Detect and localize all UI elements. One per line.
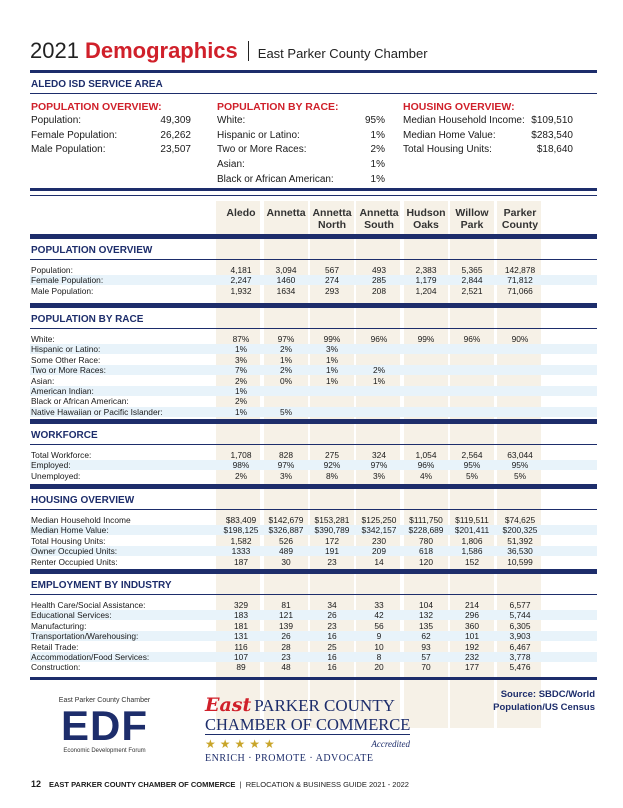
table-cell: 1,586 xyxy=(461,546,483,557)
table-cell: 81 xyxy=(281,600,291,610)
table-cell: 70 xyxy=(421,662,431,673)
section-title: POPULATION BY RACE xyxy=(31,314,144,325)
table-cell: 142,878 xyxy=(504,265,536,275)
table-row xyxy=(30,355,597,365)
table-cell: 293 xyxy=(325,285,339,296)
row-label: White: xyxy=(31,334,55,344)
section-divider xyxy=(30,509,597,510)
overview-row: White: 95% xyxy=(217,115,385,126)
table-cell: 1,806 xyxy=(461,535,483,546)
table-row xyxy=(30,525,597,535)
row-label: Male Population: xyxy=(31,285,94,296)
table-cell: $111,750 xyxy=(409,515,443,525)
housing-overview-block xyxy=(403,101,573,158)
overview-row: Median Home Value: $283,540 xyxy=(403,129,573,141)
overview-row: Female Population: 26,262 xyxy=(31,129,191,141)
column-header xyxy=(306,207,358,231)
section-title: EMPLOYMENT BY INDUSTRY xyxy=(31,580,172,591)
table-cell: 1,582 xyxy=(230,535,252,546)
source-note: Source: SBDC/World Population/US Census xyxy=(493,689,595,713)
table-cell: 10 xyxy=(374,641,384,652)
table-row xyxy=(30,515,597,525)
table-cell: 3,094 xyxy=(275,265,297,275)
table-cell: 181 xyxy=(234,620,248,631)
table-cell: 10,599 xyxy=(507,556,533,567)
row-label: Manufacturing: xyxy=(31,620,87,631)
table-cell: 95% xyxy=(511,460,529,471)
table-cell: 8 xyxy=(376,652,382,662)
section-divider xyxy=(30,594,597,595)
table-cell: 5% xyxy=(465,470,479,481)
title-org: East Parker County Chamber xyxy=(257,46,428,61)
table-cell: $153,281 xyxy=(314,515,350,525)
table-row xyxy=(30,600,597,610)
table-cell: 526 xyxy=(279,535,293,546)
table-cell: 230 xyxy=(372,535,386,546)
table-row xyxy=(30,396,597,406)
table-row xyxy=(30,631,597,641)
table-cell: 232 xyxy=(465,652,479,662)
table-cell: 489 xyxy=(279,546,293,557)
table-cell: 107 xyxy=(234,652,248,662)
table-cell: 329 xyxy=(234,600,248,610)
table-row xyxy=(30,536,597,546)
page-title xyxy=(30,38,428,64)
table-cell: 208 xyxy=(372,285,386,296)
table-cell: 90% xyxy=(511,334,529,344)
table-cell: 192 xyxy=(465,641,479,652)
table-cell: 3% xyxy=(234,354,248,365)
table-cell: 4% xyxy=(419,470,433,481)
overview-row: Male Population: 23,507 xyxy=(31,144,191,156)
row-label: Some Other Race: xyxy=(31,354,101,365)
table-cell: 1634 xyxy=(276,285,296,296)
table-cell: 360 xyxy=(465,620,479,631)
table-cell: $201,411 xyxy=(454,525,490,536)
housing-overview-heading: HOUSING OVERVIEW: xyxy=(403,101,515,113)
table-cell: 120 xyxy=(419,556,433,567)
column-header-line: Annetta xyxy=(266,207,306,219)
table-row xyxy=(30,652,597,662)
section-divider xyxy=(30,259,597,260)
row-label: Female Population: xyxy=(31,275,104,286)
table-cell: $125,250 xyxy=(361,515,397,525)
table-row xyxy=(30,344,597,354)
table-cell: 2% xyxy=(234,470,248,481)
row-label: Hispanic or Latino: xyxy=(31,344,101,355)
table-cell: 51,392 xyxy=(507,535,533,546)
table-cell: 172 xyxy=(325,535,339,546)
table-end-rule xyxy=(30,677,597,680)
table-cell: 36,530 xyxy=(507,546,533,557)
table-row xyxy=(30,334,597,344)
table-cell: 1333 xyxy=(231,546,251,557)
table-cell: 493 xyxy=(372,265,386,275)
table-row xyxy=(30,365,597,375)
section-rule xyxy=(30,303,597,308)
table-cell: 95% xyxy=(463,460,481,471)
table-cell: 23 xyxy=(327,556,337,567)
table-cell: $198,125 xyxy=(223,525,259,536)
row-label: Transportation/Warehousing: xyxy=(31,631,139,642)
table-row xyxy=(30,610,597,620)
table-cell: 16 xyxy=(327,662,337,673)
table-row xyxy=(30,546,597,556)
table-cell: 183 xyxy=(234,610,248,621)
table-cell: 2% xyxy=(234,375,248,386)
service-area-heading: ALEDO ISD SERVICE AREA xyxy=(31,79,163,90)
table-cell: 121 xyxy=(279,610,293,621)
table-cell: 2% xyxy=(372,365,386,376)
table-cell: 0% xyxy=(279,375,293,386)
section-rule xyxy=(30,569,597,574)
table-cell: 116 xyxy=(234,641,248,652)
table-cell: 101 xyxy=(465,631,479,642)
table-cell: 96% xyxy=(417,460,435,471)
column-header-line: Aledo xyxy=(226,207,256,219)
table-cell: 96% xyxy=(370,334,388,344)
table-cell: 23 xyxy=(327,620,337,631)
table-cell: $83,409 xyxy=(225,515,257,525)
table-cell: 3,778 xyxy=(509,652,531,662)
table-cell: 97% xyxy=(277,334,295,344)
table-cell: 16 xyxy=(327,652,337,662)
row-label: Median Home Value: xyxy=(31,525,109,536)
table-cell: 324 xyxy=(372,450,386,460)
table-row xyxy=(30,265,597,275)
table-cell: 30 xyxy=(281,556,291,567)
table-cell: 274 xyxy=(325,275,339,286)
table-cell: 3% xyxy=(279,470,293,481)
section-divider xyxy=(30,328,597,329)
column-header xyxy=(446,207,498,231)
table-cell: 3% xyxy=(325,344,339,355)
column-header xyxy=(353,207,405,231)
table-cell: 6,305 xyxy=(509,620,531,631)
table-cell: 3,903 xyxy=(509,631,531,642)
table-cell: 209 xyxy=(372,546,386,557)
table-cell: 1460 xyxy=(276,275,296,286)
row-label: Construction: xyxy=(31,662,81,673)
race-overview-block xyxy=(217,101,385,187)
table-cell: 23 xyxy=(281,652,291,662)
row-label: Health Care/Social Assistance: xyxy=(31,600,146,610)
table-cell: 187 xyxy=(234,556,248,567)
page-footer: 12 EAST PARKER COUNTY CHAMBER OF COMMERCE | RELOCATION & BUSINESS GUIDE 2021 - 2022 xyxy=(31,779,409,789)
table-cell: 1,708 xyxy=(230,450,252,460)
section-divider xyxy=(30,444,597,445)
table-row xyxy=(30,471,597,481)
table-cell: $228,689 xyxy=(408,525,444,536)
table-cell: 177 xyxy=(465,662,479,673)
section-title: HOUSING OVERVIEW xyxy=(31,495,135,506)
table-cell: 97% xyxy=(370,460,388,471)
footer-guide: RELOCATION & BUSINESS GUIDE 2021 - 2022 xyxy=(245,780,409,789)
table-cell: 152 xyxy=(465,556,479,567)
race-overview-heading: POPULATION BY RACE: xyxy=(217,101,339,113)
table-cell: 87% xyxy=(232,334,250,344)
row-label: Renter Occupied Units: xyxy=(31,556,118,567)
row-label: Population: xyxy=(31,265,73,275)
table-row xyxy=(30,376,597,386)
table-cell: 6,467 xyxy=(509,641,531,652)
title-year: 2021 xyxy=(30,38,79,63)
chamber-logo: East PARKER COUNTY CHAMBER OF COMMERCE ★★★★★ Accredited ENRICH · PROMOTE · ADVOCATE xyxy=(205,694,411,764)
table-cell: 1% xyxy=(279,354,293,365)
table-cell: 97% xyxy=(277,460,295,471)
row-label: Employed: xyxy=(31,460,71,471)
row-label: Two or More Races: xyxy=(31,365,106,376)
table-cell: 6,577 xyxy=(509,600,531,610)
table-cell: 618 xyxy=(419,546,433,557)
table-cell: $390,789 xyxy=(314,525,350,536)
overview-row: Asian: 1% xyxy=(217,159,385,171)
table-cell: 1,054 xyxy=(415,450,437,460)
section-rule xyxy=(30,234,597,239)
table-cell: 20 xyxy=(374,662,384,673)
edf-logo: East Parker County Chamber EDF Economic Development Forum xyxy=(58,697,151,754)
table-cell: 28 xyxy=(281,641,291,652)
table-cell: 48 xyxy=(281,662,291,673)
table-cell: 63,044 xyxy=(507,450,533,460)
title-topic: Demographics xyxy=(84,38,238,63)
table-cell: 214 xyxy=(465,600,479,610)
row-label: Unemployed: xyxy=(31,470,81,481)
table-row xyxy=(30,642,597,652)
column-header xyxy=(494,207,546,231)
table-cell: 2,521 xyxy=(461,285,483,296)
table-cell: 1% xyxy=(325,354,339,365)
table-cell: 99% xyxy=(323,334,341,344)
table-cell: 33 xyxy=(374,600,384,610)
table-cell: $326,887 xyxy=(268,525,304,536)
table-cell: 1% xyxy=(234,386,248,396)
table-cell: 92% xyxy=(323,460,341,471)
table-cell: 25 xyxy=(327,641,337,652)
table-cell: 567 xyxy=(325,265,339,275)
population-overview-heading: POPULATION OVERVIEW: xyxy=(31,101,162,113)
overview-row: Median Household Income: $109,510 xyxy=(403,115,573,126)
table-cell: 57 xyxy=(421,652,431,662)
table-cell: 5% xyxy=(279,406,293,417)
row-label: American Indian: xyxy=(31,386,94,396)
table-cell: 26 xyxy=(327,610,337,621)
table-row xyxy=(30,557,597,567)
table-cell: 1% xyxy=(372,375,386,386)
column-header-line: Oaks xyxy=(413,219,439,231)
table-cell: 1% xyxy=(325,365,339,376)
table-cell: 34 xyxy=(327,600,337,610)
table-cell: 7% xyxy=(234,365,248,376)
column-header-line: Annetta xyxy=(359,207,399,219)
table-cell: 780 xyxy=(419,535,433,546)
table-cell: 14 xyxy=(374,556,384,567)
table-cell: 285 xyxy=(372,275,386,286)
table-cell: 2,564 xyxy=(461,450,483,460)
table-cell: 93 xyxy=(421,641,431,652)
table-cell: 2% xyxy=(234,396,248,407)
column-header-line: North xyxy=(318,219,346,231)
table-cell: 99% xyxy=(417,334,435,344)
row-label: Asian: xyxy=(31,375,55,386)
row-label: Median Household Income xyxy=(31,515,131,525)
star-icon: ★★★★★ xyxy=(205,737,279,751)
table-cell: 26 xyxy=(281,631,291,642)
table-cell: 5,476 xyxy=(509,662,531,673)
table-cell: 2,844 xyxy=(461,275,483,286)
section-title: WORKFORCE xyxy=(31,430,98,441)
table-cell: 3% xyxy=(372,470,386,481)
section-rule xyxy=(30,484,597,489)
section-title: POPULATION OVERVIEW xyxy=(31,245,153,256)
page-number: 12 xyxy=(31,779,42,789)
row-label: Native Hawaiian or Pacific Islander: xyxy=(31,406,163,417)
table-cell: 2% xyxy=(279,344,293,355)
table-cell: 1,204 xyxy=(415,285,437,296)
table-row xyxy=(30,407,597,417)
column-header-line: Willow xyxy=(455,207,489,219)
table-cell: 828 xyxy=(279,450,293,460)
row-label: Total Housing Units: xyxy=(31,535,106,546)
table-cell: $342,157 xyxy=(361,525,397,536)
table-row xyxy=(30,662,597,672)
table-cell: 42 xyxy=(374,610,384,621)
table-cell: 9 xyxy=(376,631,382,642)
table-cell: 104 xyxy=(419,600,433,610)
table-cell: $200,325 xyxy=(502,525,538,536)
table-cell: 132 xyxy=(419,610,433,621)
row-label: Total Workforce: xyxy=(31,450,92,460)
table-cell: 1,179 xyxy=(415,275,437,286)
overview-row: Black or African American: 1% xyxy=(217,173,385,185)
column-header-line: Parker xyxy=(503,207,537,219)
table-cell: 89 xyxy=(236,662,246,673)
row-label: Retail Trade: xyxy=(31,641,79,652)
table-cell: 8% xyxy=(325,470,339,481)
overview-rule-top xyxy=(30,188,597,191)
title-divider xyxy=(248,41,249,61)
table-row xyxy=(30,386,597,396)
table-cell: $74,625 xyxy=(504,515,536,525)
table-cell: 5% xyxy=(513,470,527,481)
overview-rule-bottom xyxy=(30,195,597,196)
table-cell: 1% xyxy=(325,375,339,386)
column-header-line: Park xyxy=(460,219,484,231)
column-header-line: Annetta xyxy=(312,207,352,219)
service-area-rule xyxy=(30,93,597,94)
overview-row: Population: 49,309 xyxy=(31,115,191,126)
table-cell: $119,511 xyxy=(455,515,489,525)
table-cell: 98% xyxy=(232,460,250,471)
table-row xyxy=(30,621,597,631)
row-label: Black or African American: xyxy=(31,396,129,407)
column-header-line: South xyxy=(364,219,394,231)
column-header xyxy=(400,207,452,231)
table-cell: 275 xyxy=(325,450,339,460)
table-cell: 96% xyxy=(463,334,481,344)
table-cell: 135 xyxy=(419,620,433,631)
table-cell: 191 xyxy=(325,546,339,557)
table-cell: 71,812 xyxy=(507,275,533,286)
overview-row: Total Housing Units: $18,640 xyxy=(403,144,573,156)
table-cell: 5,365 xyxy=(461,265,483,275)
footer-org: EAST PARKER COUNTY CHAMBER OF COMMERCE xyxy=(49,780,236,789)
column-header-line: County xyxy=(501,219,539,231)
overview-row: Hispanic or Latino: 1% xyxy=(217,129,385,141)
table-cell: 62 xyxy=(421,631,431,642)
table-cell: 131 xyxy=(234,631,248,642)
table-row xyxy=(30,286,597,296)
overview-row: Two or More Races: 2% xyxy=(217,144,385,156)
table-cell: 2,247 xyxy=(230,275,252,286)
table-cell: 71,066 xyxy=(507,285,533,296)
row-label: Accommodation/Food Services: xyxy=(31,652,150,662)
table-cell: 139 xyxy=(279,620,293,631)
table-cell: 2,383 xyxy=(415,265,437,275)
section-rule xyxy=(30,419,597,424)
row-label: Owner Occupied Units: xyxy=(31,546,118,557)
column-header xyxy=(260,207,312,219)
table-row xyxy=(30,275,597,285)
table-cell: 1% xyxy=(234,344,248,355)
table-row xyxy=(30,450,597,460)
table-cell: 5,744 xyxy=(509,610,531,621)
table-cell: 4,181 xyxy=(230,265,252,275)
table-cell: 1,932 xyxy=(230,285,252,296)
header-rule xyxy=(30,70,597,73)
table-cell: $142,679 xyxy=(268,515,304,525)
column-header-line: Hudson xyxy=(406,207,446,219)
table-cell: 16 xyxy=(327,631,337,642)
population-overview-block xyxy=(31,101,191,158)
table-cell: 296 xyxy=(465,610,479,621)
table-cell: 2% xyxy=(279,365,293,376)
table-cell: 56 xyxy=(374,620,384,631)
table-cell: 1% xyxy=(234,406,248,417)
table-row xyxy=(30,460,597,470)
row-label: Educational Services: xyxy=(31,610,112,621)
